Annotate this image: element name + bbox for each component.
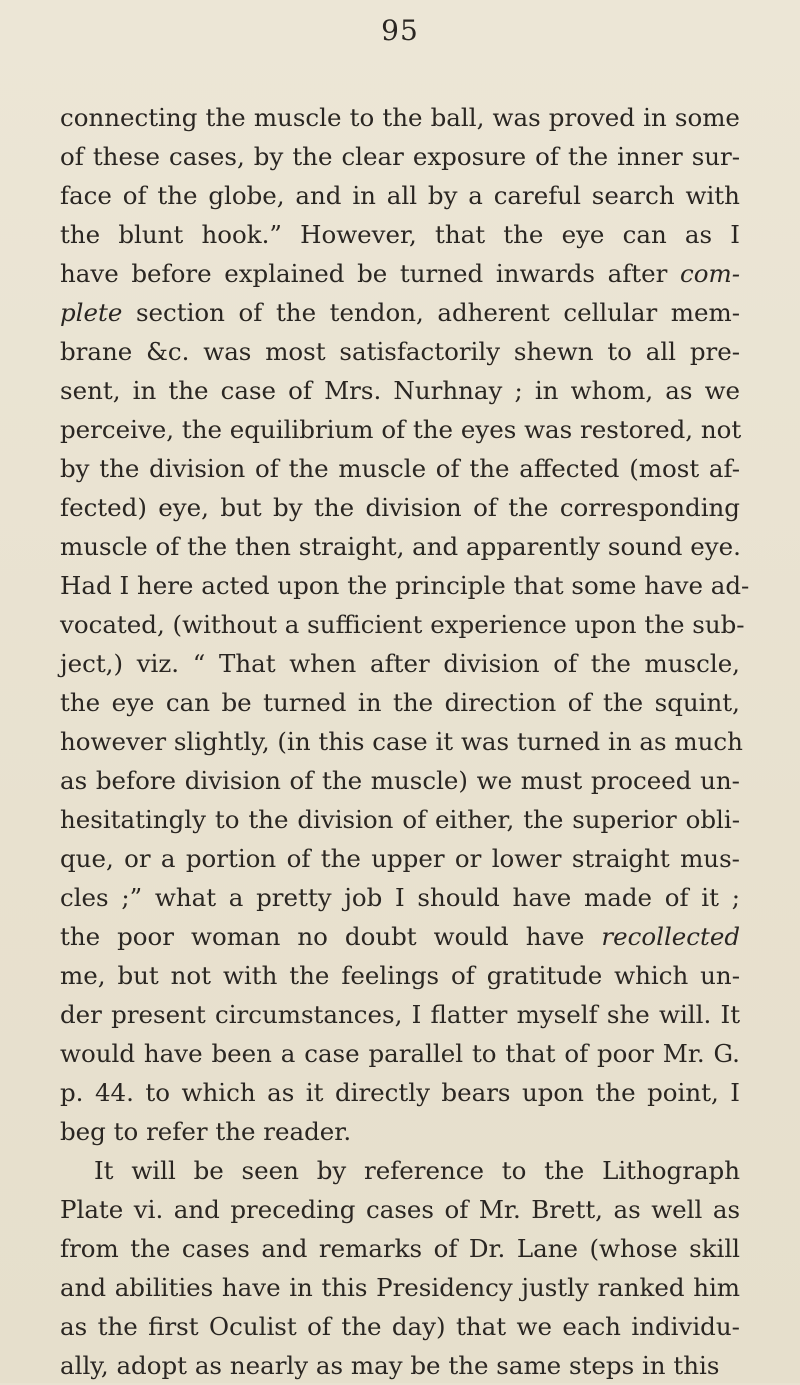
text-line: have before explained be turned inwards after com-: [60, 259, 740, 288]
page-number: 95: [381, 14, 419, 47]
text-line: hesitatingly to the division of either, the superior obli-: [60, 805, 741, 834]
text-line: as the first Oculist of the day) that we each individu-: [60, 1312, 740, 1341]
text-line: by the division of the muscle of the affected (most af-: [60, 454, 741, 483]
text-line: and abilities have in this Presidency justly ranked him: [60, 1273, 741, 1302]
text-line: however slightly, (in this case it was turned in as much: [60, 727, 743, 756]
body-text: [60, 98, 750, 1385]
text-line: the eye can be turned in the direction of the squint,: [60, 688, 740, 717]
text-line: sent, in the case of Mrs. Nurhnay ; in whom, as we: [60, 376, 741, 405]
text-line: vocated, (without a sufficient experience upon the sub-: [60, 610, 745, 639]
italic-word: recollected: [601, 922, 741, 951]
text-line: of these cases, by the clear exposure of the inner sur-: [60, 142, 741, 171]
text-line: p. 44. to which as it directly bears upon the point, I: [60, 1078, 740, 1107]
text-line: cles ;” what a pretty job I should have made of it ;: [60, 883, 740, 912]
text-line: beg to refer the reader.: [60, 1117, 352, 1146]
italic-word: plete: [60, 298, 123, 327]
text-line: from the cases and remarks of Dr. Lane (whose skill: [60, 1234, 741, 1263]
text-line: muscle of the then straight, and apparently sound eye.: [60, 532, 741, 561]
paragraph-2: [60, 1151, 740, 1385]
text-line: Had I here acted upon the principle that some have ad-: [60, 571, 750, 600]
text-line: would have been a case parallel to that of poor Mr. G.: [60, 1039, 740, 1068]
text-line: perceive, the equilibrium of the eyes was restored, not: [60, 415, 742, 444]
text-line: der present circumstances, I flatter myself she will. It: [60, 1000, 741, 1029]
italic-word: com-: [679, 259, 740, 288]
text-line: ject,) viz. “ That when after division of the muscle,: [60, 649, 740, 678]
text-line: fected) eye, but by the division of the corresponding: [60, 493, 740, 522]
text-line: as before division of the muscle) we must proceed un-: [60, 766, 740, 795]
text-line: It will be seen by reference to the Lithograph: [94, 1156, 741, 1185]
text-line: the poor woman no doubt would have recollected: [60, 922, 741, 951]
text-line: face of the globe, and in all by a careful search with: [60, 181, 740, 210]
text-line: plete section of the tendon, adherent cellular mem-: [60, 298, 740, 327]
paragraph-1: [60, 98, 750, 1151]
text-line: me, but not with the feelings of gratitude which un-: [60, 961, 740, 990]
text-line: que, or a portion of the upper or lower straight mus-: [60, 844, 740, 873]
text-line: Plate vi. and preceding cases of Mr. Brett, as well as: [60, 1195, 741, 1224]
text-line: connecting the muscle to the ball, was proved in some: [60, 103, 740, 132]
text-line: the blunt hook.” However, that the eye can as I: [60, 220, 740, 249]
text-line: ally, adopt as nearly as may be the same steps in this: [60, 1351, 720, 1380]
text-line: brane &c. was most satisfactorily shewn to all pre-: [60, 337, 741, 366]
